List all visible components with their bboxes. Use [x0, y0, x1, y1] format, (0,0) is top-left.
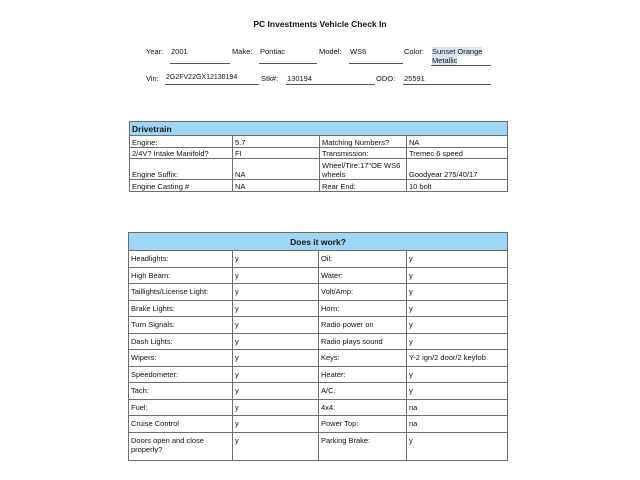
stock-value: 130194	[287, 74, 313, 83]
table-cell: Rear End:	[320, 180, 407, 192]
odometer-underline	[403, 84, 491, 85]
table-cell: NA	[233, 180, 320, 192]
table-cell: y	[233, 333, 319, 350]
table-cell: y	[233, 416, 319, 433]
vin-value: 2G2FV22GX12130194	[166, 74, 238, 81]
table-cell: Volt/Amp:	[319, 284, 407, 301]
table-cell: 5.7	[233, 136, 320, 148]
stock-underline	[286, 84, 375, 85]
table-cell: 4x4:	[319, 399, 407, 416]
table-cell: na	[407, 416, 508, 433]
table-row	[129, 432, 508, 460]
table-cell: Engine:	[130, 136, 233, 148]
table-row	[130, 180, 508, 192]
table-cell: Taillights/License Light:	[129, 284, 233, 301]
table-cell: 10 bolt	[407, 180, 508, 192]
color-value-line1: Sunset Orange	[432, 47, 483, 56]
make-value: Pontiac	[260, 47, 286, 56]
does-it-work-caption: Does it work?	[129, 233, 508, 251]
table-cell: FI	[233, 147, 320, 159]
table-cell: y	[407, 432, 508, 460]
table-cell: NA	[407, 136, 508, 148]
table-cell: y	[407, 251, 508, 268]
table-cell: y	[407, 267, 508, 284]
table-cell: y	[407, 300, 508, 317]
table-row	[129, 350, 508, 367]
year-label: Year:	[146, 47, 164, 56]
table-cell: Dash Lights:	[129, 333, 233, 350]
table-cell: y	[233, 432, 319, 460]
table-cell: y	[407, 317, 508, 334]
stock-label: Stk#:	[261, 74, 279, 83]
table-cell: NA	[233, 159, 320, 180]
table-cell: Turn Signals:	[129, 317, 233, 334]
table-cell: Oil:	[319, 251, 407, 268]
table-cell: y	[233, 366, 319, 383]
table-cell: Brake Lights:	[129, 300, 233, 317]
table-row	[130, 136, 508, 148]
table-cell: Radio power on	[319, 317, 407, 334]
table-cell: 2/4V? Intake Manifold?	[130, 147, 233, 159]
table-cell: y	[233, 251, 319, 268]
table-cell: y	[233, 399, 319, 416]
table-cell: Engine Casting #	[130, 180, 233, 192]
table-cell: Wipers:	[129, 350, 233, 367]
table-cell: y	[233, 317, 319, 334]
table-cell: Goodyear 275/40/17	[407, 159, 508, 180]
model-value: WS6	[350, 47, 367, 56]
table-cell: A/C:	[319, 383, 407, 400]
table-cell: y	[233, 284, 319, 301]
year-underline	[170, 63, 230, 64]
color-value-line2: Metallic	[432, 56, 458, 65]
table-cell: y	[233, 350, 319, 367]
table-cell: Parking Brake:	[319, 432, 407, 460]
table-row	[129, 383, 508, 400]
table-cell: Wheel/Tire:17"OE WS6 wheels	[320, 159, 407, 180]
vin-label: Vin:	[146, 74, 159, 83]
table-cell: Tach:	[129, 383, 233, 400]
table-row	[129, 399, 508, 416]
table-cell: Fuel:	[129, 399, 233, 416]
table-row	[130, 147, 508, 159]
table-row	[129, 317, 508, 334]
make-label: Make:	[232, 47, 253, 56]
table-cell: Radio plays sound	[319, 333, 407, 350]
table-cell: Keys:	[319, 350, 407, 367]
table-row	[129, 251, 508, 268]
table-cell: y	[233, 300, 319, 317]
table-cell: Horn:	[319, 300, 407, 317]
table-cell: na	[407, 399, 508, 416]
table-cell: Water:	[319, 267, 407, 284]
year-value: 2001	[171, 47, 188, 56]
table-cell: Cruise Control	[129, 416, 233, 433]
table-cell: y	[407, 383, 508, 400]
table-cell: Speedometer:	[129, 366, 233, 383]
drivetrain-caption: Drivetrain	[130, 122, 508, 136]
table-cell: Power Top:	[319, 416, 407, 433]
table-cell: Engine Suffix:	[130, 159, 233, 180]
table-cell: Tremec 6 speed	[407, 147, 508, 159]
table-cell: y	[407, 333, 508, 350]
table-row	[129, 333, 508, 350]
table-row	[129, 267, 508, 284]
model-label: Model:	[319, 47, 342, 56]
table-cell: Doors open and close properly?	[129, 432, 233, 460]
table-cell: Y-2 ign/2 door/2 keyfob	[407, 350, 508, 367]
table-row	[129, 300, 508, 317]
document-title: PC Investments Vehicle Check In	[253, 19, 387, 29]
table-row	[130, 159, 508, 180]
model-underline	[349, 63, 403, 64]
odometer-label: ODO:	[376, 74, 396, 83]
table-cell: y	[407, 284, 508, 301]
table-cell: y	[407, 366, 508, 383]
color-label: Color:	[404, 47, 425, 56]
does-it-work-table	[128, 232, 508, 461]
table-cell: High Beam:	[129, 267, 233, 284]
table-cell: y	[233, 383, 319, 400]
table-cell: Matching Numbers?	[320, 136, 407, 148]
table-row	[129, 416, 508, 433]
make-underline	[259, 63, 317, 64]
table-row	[129, 284, 508, 301]
table-cell: Transmission:	[320, 147, 407, 159]
table-cell: Heater:	[319, 366, 407, 383]
table-cell: Headlights:	[129, 251, 233, 268]
table-row	[129, 366, 508, 383]
odometer-value: 25591	[404, 74, 425, 83]
color-underline	[431, 65, 491, 66]
drivetrain-table	[129, 121, 508, 192]
vin-underline	[165, 84, 259, 85]
table-cell: y	[233, 267, 319, 284]
